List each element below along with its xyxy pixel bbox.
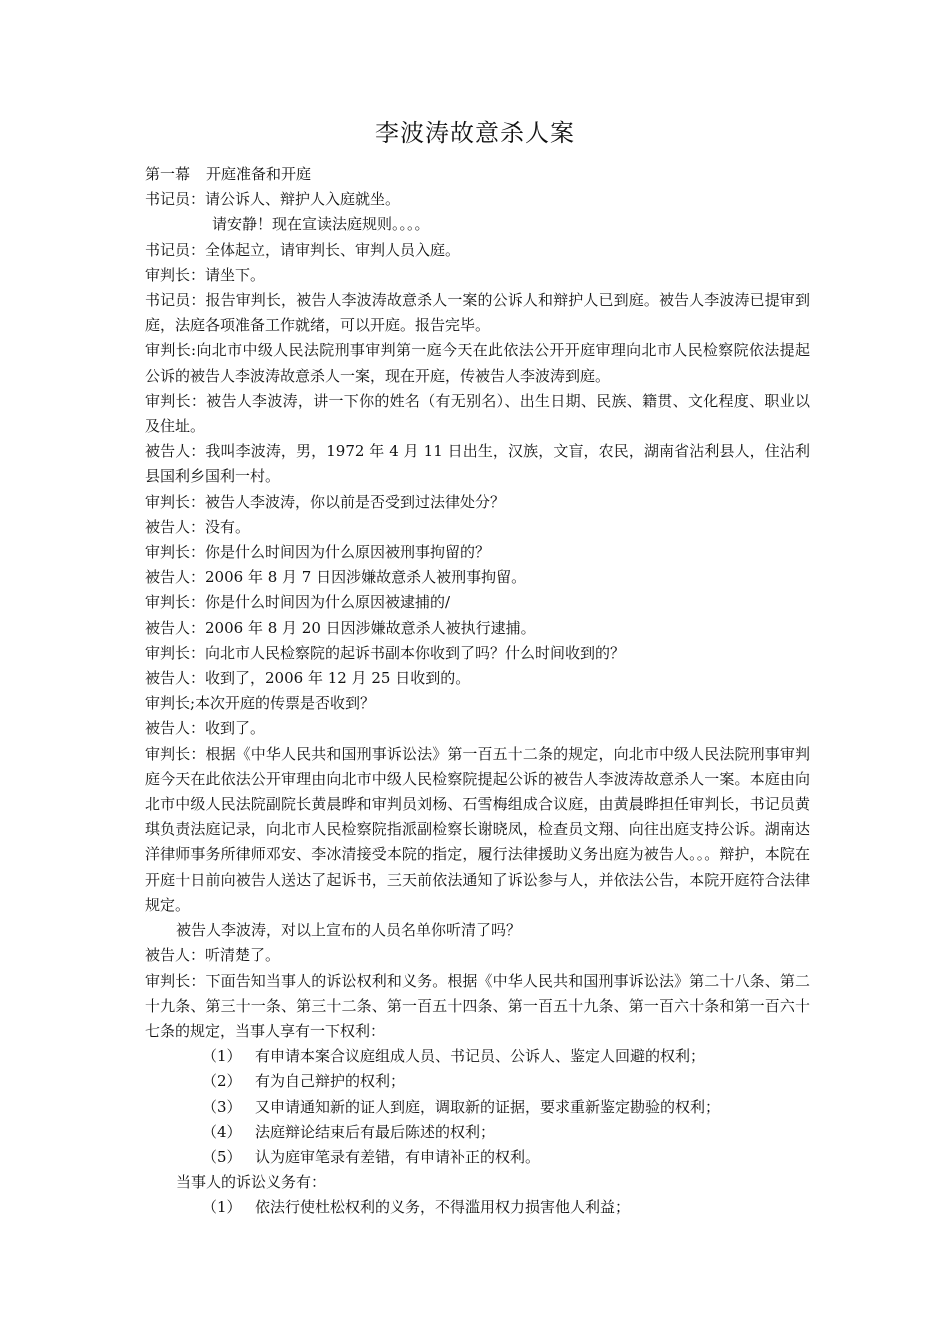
- list-item-number: （5）: [202, 1147, 242, 1166]
- right-item: [145, 1069, 810, 1094]
- list-item-text: 有为自己辩护的权利；: [255, 1072, 406, 1091]
- transcript-lines: [145, 187, 810, 1044]
- transcript-line: 审判长;本次开庭的传票是否收到？: [145, 694, 376, 713]
- right-item: [145, 1095, 810, 1120]
- duties-list: [145, 1195, 810, 1220]
- transcript-line: 审判长:向北市中级人民法院刑事审判第一庭今天在此依法公开开庭审理向北市人民检察院依法提起公诉的被告人李波涛故意杀人一案，现在开庭，传被告人李波涛到庭。: [145, 341, 810, 385]
- transcript-line: 被告人李波涛，对以上宣布的人员名单你听清了吗？: [176, 921, 522, 940]
- list-item-number: （1）: [202, 1198, 242, 1217]
- transcript-line: 被告人：2006 年 8 月 20 日因涉嫌故意杀人被执行逮捕。: [145, 618, 536, 637]
- rights-list: [145, 1044, 810, 1170]
- transcript-line: 请安静！现在宣读法庭规则。。。。: [212, 215, 430, 234]
- right-item: [145, 1145, 810, 1170]
- transcript-line: 被告人：听清楚了。: [145, 946, 281, 965]
- transcript-line: 审判长：根据《中华人民共和国刑事诉讼法》第一百五十二条的规定，向北市中级人民法院刑事审判庭今天在此依法公开审理由向北市中级人民检察院提起公诉的被告人李波涛故意杀人一案。本庭由向北市中级人民法院副院长黄晨晔和审判员刘杨、石雪梅组成合议庭，由黄晨晔担任审判长，书记员黄琪负责法庭记录，向北市人民检察院指派副检察长谢晓凤，检查员文翔、向往出庭支持公诉。湖南达洋律师事务所律师邓安、李冰清接受本院的指定，履行法律援助义务出庭为被告人。。。辩护，本院在开庭十日前向被告人送达了起诉书，三天前依法通知了诉讼参与人，并依法公告，本院开庭符合法律规定。: [145, 744, 810, 914]
- transcript-line: 被告人：2006 年 8 月 7 日因涉嫌故意杀人被刑事拘留。: [145, 568, 527, 587]
- duty-item: [145, 1195, 810, 1220]
- transcript-line: 被告人：我叫李波涛，男，1972 年 4 月 11 日出生，汉族，文盲，农民，湖南省沾利县人，住沾利县国利乡国利一村。: [145, 442, 810, 486]
- act-label: 第一幕: [145, 165, 191, 183]
- list-item-number: （2）: [202, 1072, 242, 1091]
- list-item-text: 有申请本案合议庭组成人员、书记员、公诉人、鉴定人回避的权利；: [255, 1047, 706, 1066]
- act-name: 开庭准备和开庭: [206, 165, 312, 183]
- transcript-line: 书记员：报告审判长，被告人李波涛故意杀人一案的公诉人和辩护人已到庭。被告人李波涛已提审到庭，法庭各项准备工作就绪，可以开庭。报告完毕。: [145, 291, 810, 335]
- transcript-line: 被告人：收到了。: [145, 719, 266, 738]
- list-item-text: 认为庭审笔录有差错，有申请补正的权利。: [255, 1147, 541, 1166]
- document-title: 李波涛故意杀人案: [375, 119, 575, 147]
- list-item-text: 又申请通知新的证人到庭，调取新的证据，要求重新鉴定勘验的权利；: [255, 1097, 721, 1116]
- transcript-line: 审判长：下面告知当事人的诉讼权利和义务。根据《中华人民共和国刑事诉讼法》第二十八条、第二十九条、第三十一条、第三十二条、第一百五十四条、第一百五十九条、第一百六十条和第一百六十七条的规定，当事人享有一下权利：: [145, 971, 810, 1040]
- list-item-number: （1）: [202, 1047, 242, 1066]
- act-heading: [145, 162, 810, 187]
- list-item-text: 法庭辩论结束后有最后陈述的权利；: [255, 1122, 496, 1141]
- transcript-line: 审判长：向北市人民检察院的起诉书副本你收到了吗？什么时间收到的？: [145, 643, 626, 662]
- transcript-line: 审判长：你是什么时间因为什么原因被逮捕的/: [145, 593, 451, 612]
- document-body: [145, 162, 810, 1221]
- transcript-line: 审判长：请坐下。: [145, 265, 266, 284]
- transcript-line: 被告人：没有。: [145, 517, 251, 536]
- transcript-line: 审判长：被告人李波涛，你以前是否受到过法律处分？: [145, 492, 506, 511]
- transcript-line: 书记员：全体起立，请审判长、审判人员入庭。: [145, 240, 461, 259]
- list-item-number: （3）: [202, 1097, 242, 1116]
- right-item: [145, 1120, 810, 1145]
- transcript-line: 审判长：你是什么时间因为什么原因被刑事拘留的？: [145, 543, 491, 562]
- list-item-text: 依法行使杜松权利的义务，不得滥用权力损害他人利益；: [255, 1198, 631, 1217]
- transcript-line: 审判长：被告人李波涛，讲一下你的姓名（有无别名）、出生日期、民族、籍贯、文化程度、职业以及住址。: [145, 391, 810, 436]
- transcript-line: 书记员：请公诉人、辩护人入庭就坐。: [145, 190, 401, 209]
- right-item: [145, 1044, 810, 1069]
- list-item-number: （4）: [202, 1122, 242, 1141]
- duties-heading: 当事人的诉讼义务有：: [176, 1173, 327, 1192]
- transcript-line: 被告人：收到了，2006 年 12 月 25 日收到的。: [145, 669, 471, 688]
